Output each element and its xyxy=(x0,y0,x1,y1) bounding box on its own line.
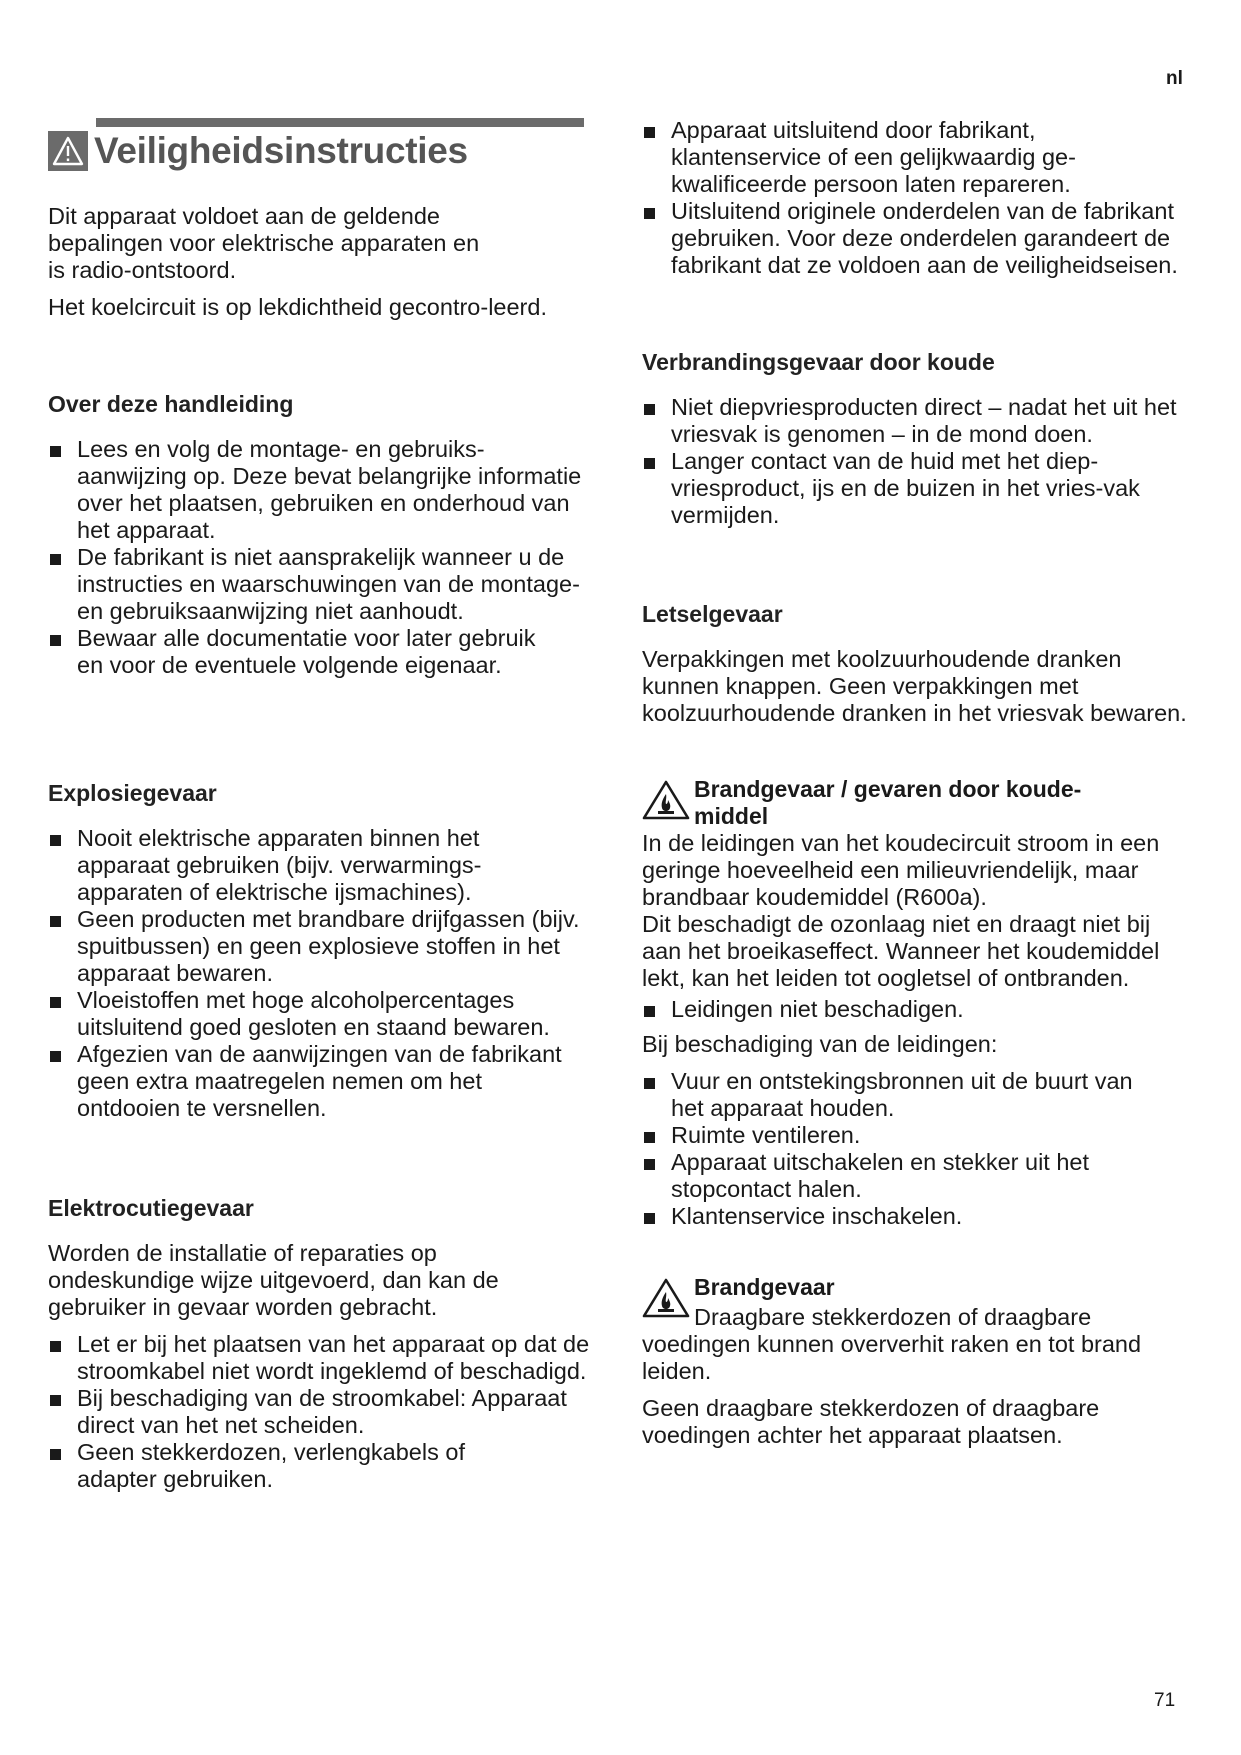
fire-warning-icon xyxy=(642,1278,690,1318)
title-rule xyxy=(96,118,584,127)
electrocution-text: Worden de installatie of reparaties op ondeskundige wijze uitgevoerd, dan kan de gebruiker in gevaar worden gebracht. xyxy=(48,1240,499,1320)
list-item: Uitsluitend originele onderdelen van de fabrikant gebruiken. Voor deze onderdelen garandeert de fabrikant dat ze voldoen aan de veiligheidseisen. xyxy=(642,198,1187,279)
list-item: Vuur en ontstekingsbronnen uit de buurt van het apparaat houden. xyxy=(642,1068,1171,1122)
list-item: Lees en volg de montage- en gebruiks-aanwijzing op. Deze bevat belangrijke informatie over het plaatsen, gebruiken en onderhoud van het apparaat. xyxy=(48,436,588,544)
list-item: Afgezien van de aanwijzingen van de fabrikant geen extra maatregelen nemen om het ontdooien te versnellen. xyxy=(48,1041,577,1122)
list-item: Apparaat uitschakelen en stekker uit het stopcontact halen. xyxy=(642,1149,1171,1203)
electrocution-heading: Elektrocutiegevaar xyxy=(48,1195,254,1221)
list-item: Nooit elektrische apparaten binnen het apparaat gebruiken (bijv. verwarmings-apparaten of elektrische ijsmachines). xyxy=(48,825,547,906)
intro-section xyxy=(48,203,588,331)
list-item: Apparaat uitsluitend door fabrikant, klantenservice of een gelijkwaardig ge-kwalificeerde persoon laten repareren. xyxy=(642,117,1171,198)
explosion-heading: Explosiegevaar xyxy=(48,780,217,806)
list-item: Vloeistoffen met hoge alcoholpercentages uitsluitend goed gesloten en staand bewaren. xyxy=(48,987,597,1041)
refrigerant-text-1: In de leidingen van het koudecircuit stroom in een geringe hoeveelheid een milieuvriendelijk, maar brandbaar koudemiddel (R600a). xyxy=(642,830,1160,910)
cold-burn-section xyxy=(642,348,1187,529)
list-item: Langer contact van de huid met het diep-vriesproduct, ijs en de buizen in het vries-vak vermijden. xyxy=(642,448,1191,529)
refrigerant-list xyxy=(642,996,1187,1023)
manual-list xyxy=(48,436,588,679)
refrigerant-text-2: Dit beschadigt de ozonlaag niet en draagt niet bij aan het broeikaseffect. Wanneer het koudemiddel lekt, kan het leiden tot oogletsel of ontbranden. xyxy=(642,911,1160,991)
damage-intro: Bij beschadiging van de leidingen: xyxy=(642,1031,998,1057)
fire-text-1: Draagbare stekkerdozen of draagbare voedingen kunnen oververhit raken en tot brand leiden. xyxy=(642,1304,1142,1384)
list-item: Leidingen niet beschadigen. xyxy=(642,996,1187,1023)
fire-heading: Brandgevaar xyxy=(694,1274,835,1300)
explosion-list xyxy=(48,825,588,1122)
list-item: Ruimte ventileren. xyxy=(642,1122,1187,1149)
intro-paragraph-2: Het koelcircuit is op lekdichtheid gecontro-leerd. xyxy=(48,294,547,320)
damage-list xyxy=(642,1068,1187,1230)
list-item: Geen stekkerdozen, verlengkabels of adapter gebruiken. xyxy=(48,1439,547,1493)
electrocution-section xyxy=(48,1194,588,1493)
intro-paragraph-1: Dit apparaat voldoet aan de geldende bepalingen voor elektrische apparaten en is radio-ontstoord. xyxy=(48,203,480,283)
refrigerant-heading: Brandgevaar / gevaren door koude-middel xyxy=(694,776,1082,829)
refrigerant-section xyxy=(642,776,1187,1230)
list-item: Let er bij het plaatsen van het apparaat op dat de stroomkabel niet wordt ingeklemd of beschadigd. xyxy=(48,1331,597,1385)
fire-section xyxy=(642,1274,1187,1459)
list-item: Klantenservice inschakelen. xyxy=(642,1203,1187,1230)
repair-list xyxy=(642,117,1187,279)
electrocution-list xyxy=(48,1331,588,1493)
repair-section xyxy=(642,117,1187,279)
list-item: Bewaar alle documentatie voor later gebruik en voor de eventuele volgende eigenaar. xyxy=(48,625,557,679)
page-number: 71 xyxy=(1154,1690,1176,1711)
list-item: Niet diepvriesproducten direct – nadat het uit het vriesvak is genomen – in de mond doen. xyxy=(642,394,1187,448)
manual-heading: Over deze handleiding xyxy=(48,391,294,417)
fire-warning-icon xyxy=(642,780,690,820)
refrigerant-warning-header xyxy=(642,776,1187,830)
injury-heading: Letselgevaar xyxy=(642,601,783,627)
explosion-section xyxy=(48,779,588,1122)
list-item: Geen producten met brandbare drijfgassen (bijv. spuitbussen) en geen explosieve stoffen in het apparaat bewaren. xyxy=(48,906,588,987)
page-title xyxy=(48,130,468,172)
list-item: De fabrikant is niet aansprakelijk wanneer u de instructies en waarschuwingen van de montage- en gebruiksaanwijzing niet aanhoudt. xyxy=(48,544,593,625)
cold-burn-heading: Verbrandingsgevaar door koude xyxy=(642,349,995,375)
manual-section xyxy=(48,390,588,679)
language-code: nl xyxy=(1166,68,1183,89)
fire-text-2: Geen draagbare stekkerdozen of draagbare voedingen achter het apparaat plaatsen. xyxy=(642,1395,1100,1448)
cold-burn-list xyxy=(642,394,1187,529)
injury-section xyxy=(642,600,1187,737)
warning-icon xyxy=(48,131,88,171)
title-text: Veiligheidsinstructies xyxy=(94,130,468,171)
injury-text: Verpakkingen met koolzuurhoudende dranken kunnen knappen. Geen verpakkingen met koolzuurhoudende dranken in het vriesvak bewaren. xyxy=(642,646,1187,726)
list-item: Bij beschadiging van de stroomkabel: Apparaat direct van het net scheiden. xyxy=(48,1385,588,1439)
